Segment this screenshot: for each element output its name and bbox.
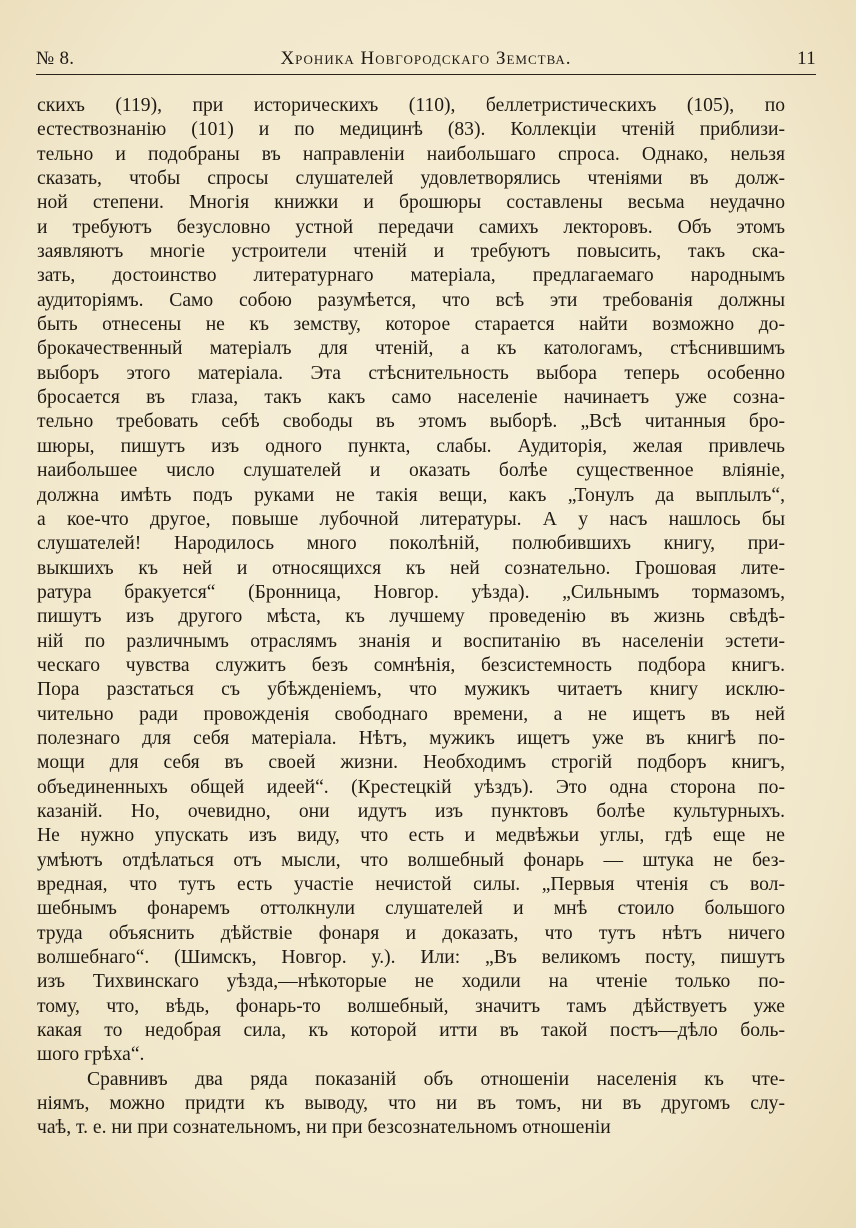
text-line: Сравнивъ два ряда показаній объ отношеніи населенія къ чте- (87, 1068, 785, 1090)
text-line: должна имѣть подъ руками не такія вещи, какъ „Тонулъ да выплылъ“, (37, 484, 785, 506)
text-line: наибольшее число слушателей и оказать болѣе существенное вліяніе, (37, 460, 785, 482)
text-line: тому, что, вѣдь, фонарь-то волшебный, значитъ тамъ дѣйствуетъ уже (37, 995, 785, 1017)
text-line: сказать, чтобы спросы слушателей удовлетворялись чтеніями въ долж- (37, 168, 785, 190)
article-body (37, 94, 785, 1141)
text-line: Не нужно упускать изъ виду, что есть и медвѣжьи углы, гдѣ еще не (37, 825, 785, 847)
text-line: выкшихъ къ ней и относящихся къ ней сознательно. Грошовая лите- (37, 557, 785, 579)
text-line: скихъ (119), при историческихъ (110), беллетристическихъ (105), по (37, 95, 785, 116)
text-line: шюры, пишутъ изъ одного пункта, слабы. Аудиторія, желая привлечь (37, 435, 785, 457)
text-line: тельно и подобраны въ направленіи наибольшаго спроса. Однако, нельзя (37, 143, 785, 165)
text-line: заявляютъ многіе устроители чтеній и требуютъ повысить, такъ ска- (37, 241, 785, 263)
text-line: полезнаго для себя матеріала. Нѣтъ, мужикъ ищетъ уже въ книгѣ по- (37, 727, 785, 749)
text-line: ческаго чувства служитъ безъ сомнѣнія, безсистемность подбора книгъ. (37, 654, 785, 676)
text-line: слушателей! Народилось много поколѣній, полюбившихъ книгу, при- (37, 533, 785, 555)
text-line: а кое-что другое, повыше лубочной литературы. А у насъ нашлось бы (37, 508, 785, 530)
text-line: ніямъ, можно придти къ выводу, что ни въ томъ, ни въ другомъ слу- (37, 1093, 785, 1115)
page-number: 11 (797, 48, 816, 69)
text-line: мощи для себя въ своей жизни. Необходимъ строгій подборъ книгъ, (37, 752, 785, 774)
journal-title: Хроника Новгородскаго Земства. (280, 48, 572, 69)
text-line: шебнымъ фонаремъ оттолкнули слушателей и мнѣ стоило большого (37, 898, 785, 920)
text-line: изъ Тихвинскаго уѣзда,—нѣкоторые не ходили на чтеніе только по- (37, 971, 785, 993)
text-line: чительно ради провожденія свободнаго времени, а не ищетъ въ ней (37, 703, 785, 725)
text-line: бросается въ глаза, такъ какъ само населеніе начинаетъ уже созна- (37, 387, 785, 409)
text-line: и требуютъ безусловно устной передачи самихъ лекторовъ. Объ этомъ (37, 216, 785, 238)
text-line: какая то недобрая сила, къ которой итти въ такой постъ—дѣло боль- (37, 1020, 785, 1042)
text-line: Пора разстаться съ убѣжденіемъ, что мужикъ читаетъ книгу исклю- (37, 679, 785, 701)
text-line: казаній. Но, очевидно, они идутъ изъ пунктовъ болѣе культурныхъ. (37, 800, 785, 822)
text-line: чаѣ, т. е. ни при сознательномъ, ни при безсознательномъ отношеніи (37, 1117, 611, 1139)
text-line: брокачественный матеріалъ для чтеній, а къ катологамъ, стѣснившимъ (37, 338, 785, 360)
text-line: волшебнаго“. (Шимскъ, Новгор. у.). Или: „Въ великомъ посту, пишутъ (37, 947, 785, 969)
text-line: вредная, что тутъ есть участіе нечистой силы. „Первыя чтенія съ вол- (37, 874, 785, 895)
text-line: аудиторіямъ. Само собою разумѣется, что всѣ эти требованія должны (37, 289, 785, 311)
text-line: умѣютъ отдѣлаться отъ мысли, что волшебный фонарь — штука не без- (37, 849, 785, 871)
text-line: пишутъ изъ другого мѣста, къ лучшему проведенію въ жизнь свѣдѣ- (37, 606, 785, 628)
text-line: выборъ этого матеріала. Эта стѣснительность выбора теперь особенно (37, 362, 785, 384)
text-line: зать, достоинство литературнаго матеріала, предлагаемаго народнымъ (37, 265, 785, 287)
text-line: естествознанію (101) и по медицинѣ (83). Коллекціи чтеній приблизи- (37, 119, 785, 141)
text-line: ній по различнымъ отраслямъ знанія и воспитанію въ населеніи эстети- (37, 630, 785, 652)
text-line: ной степени. Многія книжки и брошюры составлены весьма неудачно (37, 192, 785, 214)
text-line: тельно требовать себѣ свободы въ этомъ выборѣ. „Всѣ читанныя бро- (37, 411, 785, 433)
text-line: труда объяснить дѣйствіе фонаря и доказать, что тутъ нѣтъ ничего (37, 922, 785, 944)
text-line: быть отнесены не къ земству, которое старается найти возможно до- (37, 314, 785, 336)
text-line: ратура бракуется“ (Бронница, Новгор. уѣзда). „Сильнымъ тормазомъ, (37, 581, 785, 603)
running-header (36, 46, 816, 75)
text-line: объединенныхъ общей идеей“. (Крестецкій уѣздъ). Это одна сторона по- (37, 776, 785, 798)
text-line: шого грѣха“. (37, 1044, 145, 1066)
issue-number: № 8. (36, 48, 75, 69)
